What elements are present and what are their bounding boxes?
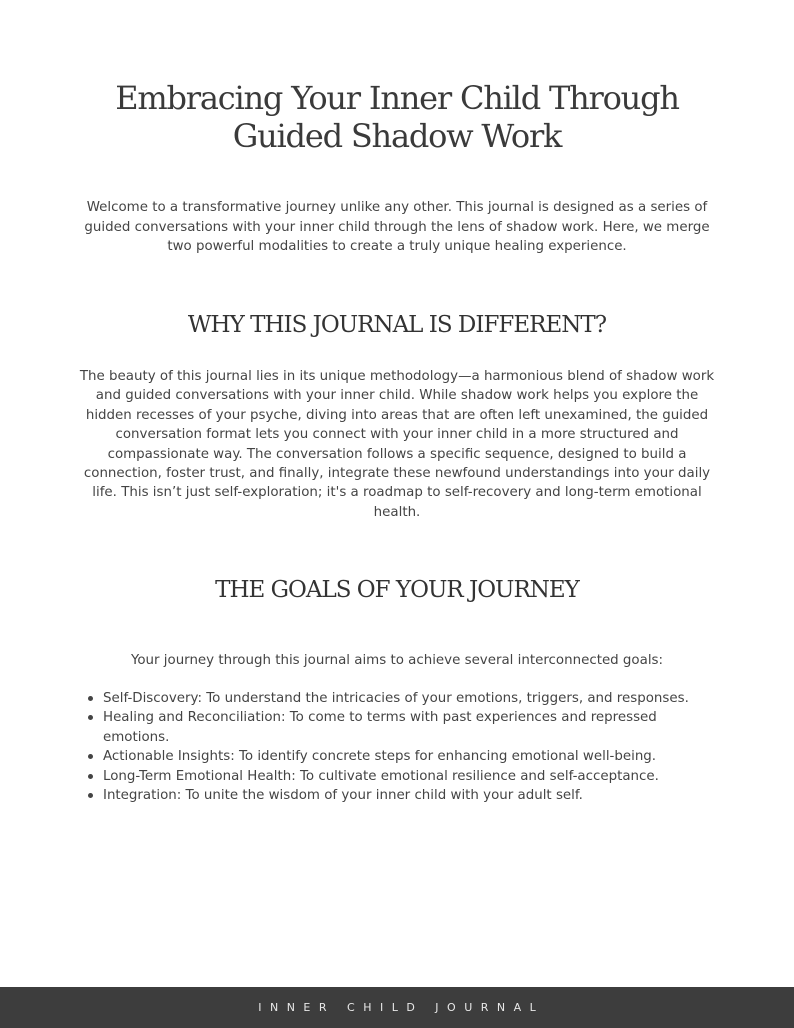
goals-list (103, 689, 715, 805)
page-title-line-1: Embracing Your Inner Child Through (115, 79, 679, 117)
footer-label: INNER CHILD JOURNAL (258, 1001, 545, 1014)
footer-bar (0, 987, 794, 1028)
page-title-line-2: Guided Shadow Work (232, 117, 562, 155)
goal-item (103, 689, 715, 708)
bullet-icon (88, 754, 93, 759)
goals-heading: THE GOALS OF YOUR JOURNEY (215, 577, 579, 603)
page-title (60, 79, 734, 155)
goal-item (103, 786, 715, 805)
bullet-icon (88, 774, 93, 779)
goal-item (103, 747, 715, 766)
goals-intro: Your journey through this journal aims to achieve several interconnected goals: (130, 653, 664, 668)
goal-item-text: Long-Term Emotional Health: To cultivate emotional resilience and self-acceptance. (103, 768, 659, 784)
goal-item (103, 708, 715, 747)
goal-item-text: Actionable Insights: To identify concrete steps for enhancing emotional well-being. (103, 749, 657, 765)
goal-item-text: Self-Discovery: To understand the intricacies of your emotions, triggers, and responses. (103, 691, 689, 706)
why-heading: WHY THIS JOURNAL IS DIFFERENT? (187, 312, 607, 338)
bullet-icon (88, 715, 93, 720)
goal-item (103, 767, 715, 786)
bullet-icon (88, 696, 93, 701)
bullet-icon (88, 793, 93, 798)
goal-item-text: Integration: To unite the wisdom of your inner child with your adult self. (103, 788, 583, 804)
goal-item-text: Healing and Reconciliation: To come to terms with past experiences and repressed emotions. (103, 710, 657, 745)
why-paragraph: The beauty of this journal lies in its unique methodology—a harmonious blend of shadow work and guided conversations with your inner child. While shadow work helps you explore the hidden recesses of your psyche, diving into areas that are often left unexamined, the guided conversation format lets you connect with your inner child in a more structured and compassionate way. The conversation follows a specific sequence, designed to build a connection, foster trust, and finally, integrate these newfound understandings into your daily life. This isn’t just self-exploration; it's a roadmap to self-recovery and long-term emotional health. (79, 369, 715, 520)
intro-paragraph: Welcome to a transformative journey unlike any other. This journal is designed as a series of guided conversations with your inner child through the lens of shadow work. Here, we merge two powerful modalities to create a truly unique healing experience. (84, 200, 710, 254)
